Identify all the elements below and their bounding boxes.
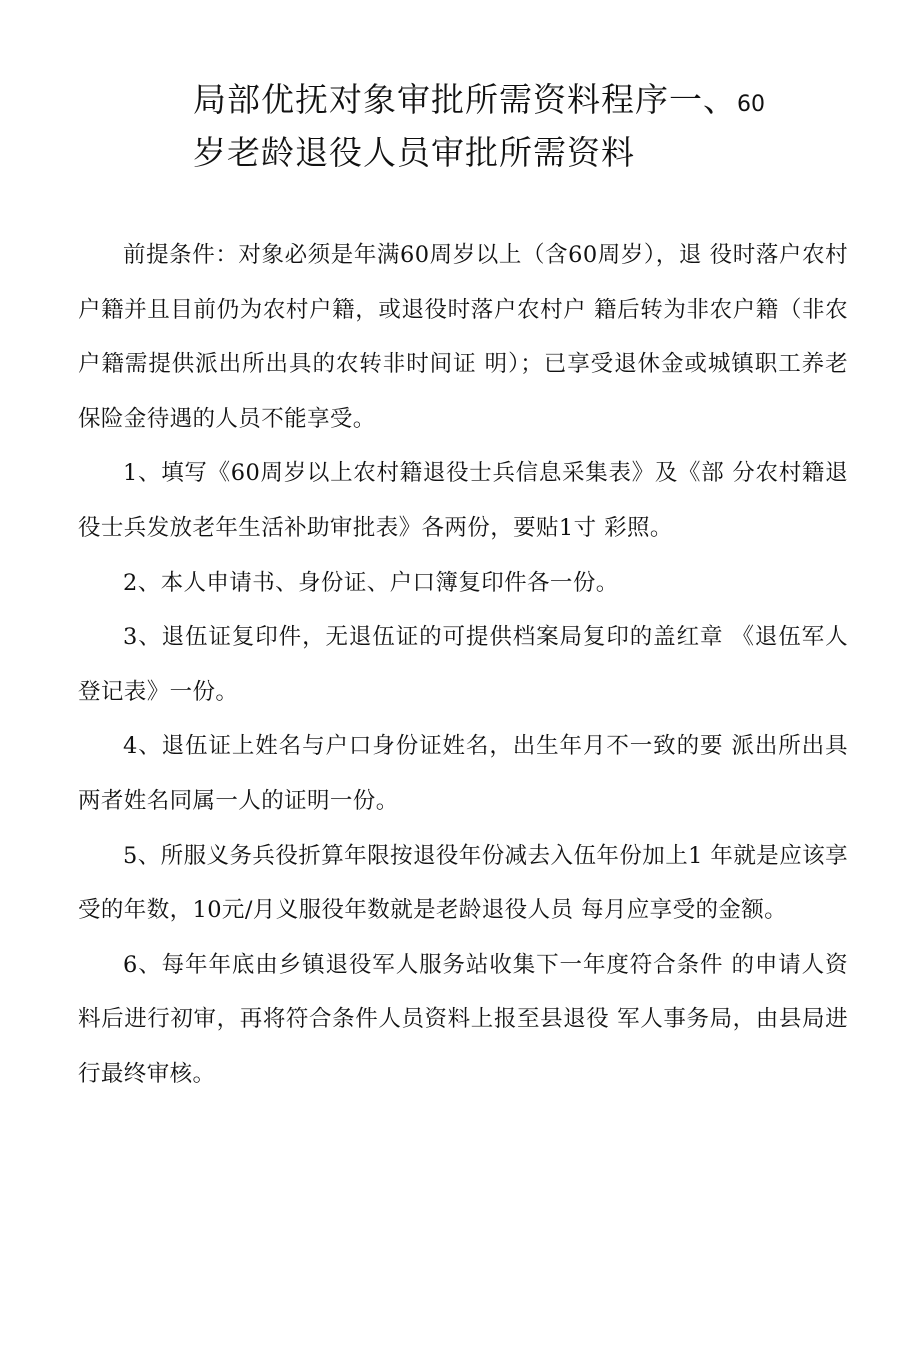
title-part-1: 局部优抚对象审批所需资料程序一、: [193, 80, 737, 119]
document-title: [193, 76, 833, 177]
paragraph-prerequisite: 前提条件：对象必须是年满60周岁以上（含60周岁），退 役时落户农村户籍并且目前仍为农村户籍，或退役时落户农村户 籍后转为非农户籍（非农户籍需提供派出所出具的农转非时间证 明）；已享受退休金或城镇职工养老保险金待遇的人员不能享受。: [78, 242, 848, 432]
document-body: [78, 228, 848, 1102]
paragraph-item-4: 4、退伍证上姓名与户口身份证姓名，出生年月不一致的要 派出所出具两者姓名同属一人的证明一份。: [78, 733, 848, 814]
paragraph-item-1: 1、填写《60周岁以上农村籍退役士兵信息采集表》及《部 分农村籍退役士兵发放老年生活补助审批表》各两份，要贴1寸 彩照。: [78, 460, 848, 541]
paragraph-item-2: 2、本人申请书、身份证、户口簿复印件各一份。: [123, 569, 619, 596]
paragraph-item-5: 5、所服义务兵役折算年限按退役年份减去入伍年份加上1 年就是应该享受的年数，10元/月义服役年数就是老龄退役人员 每月应享受的金额。: [78, 842, 848, 924]
title-part-3: 岁老龄退役人员审批所需资料: [193, 133, 635, 172]
title-part-2: 60: [737, 92, 765, 117]
paragraph-item-6: 6、每年年底由乡镇退役军人服务站收集下一年度符合条件 的申请人资料后进行初审，再将符合条件人员资料上报至县退役 军人事务局，由县局进行最终审核。: [78, 951, 848, 1087]
paragraph-item-3: 3、退伍证复印件，无退伍证的可提供档案局复印的盖红章 《退伍军人登记表》一份。: [78, 624, 848, 705]
